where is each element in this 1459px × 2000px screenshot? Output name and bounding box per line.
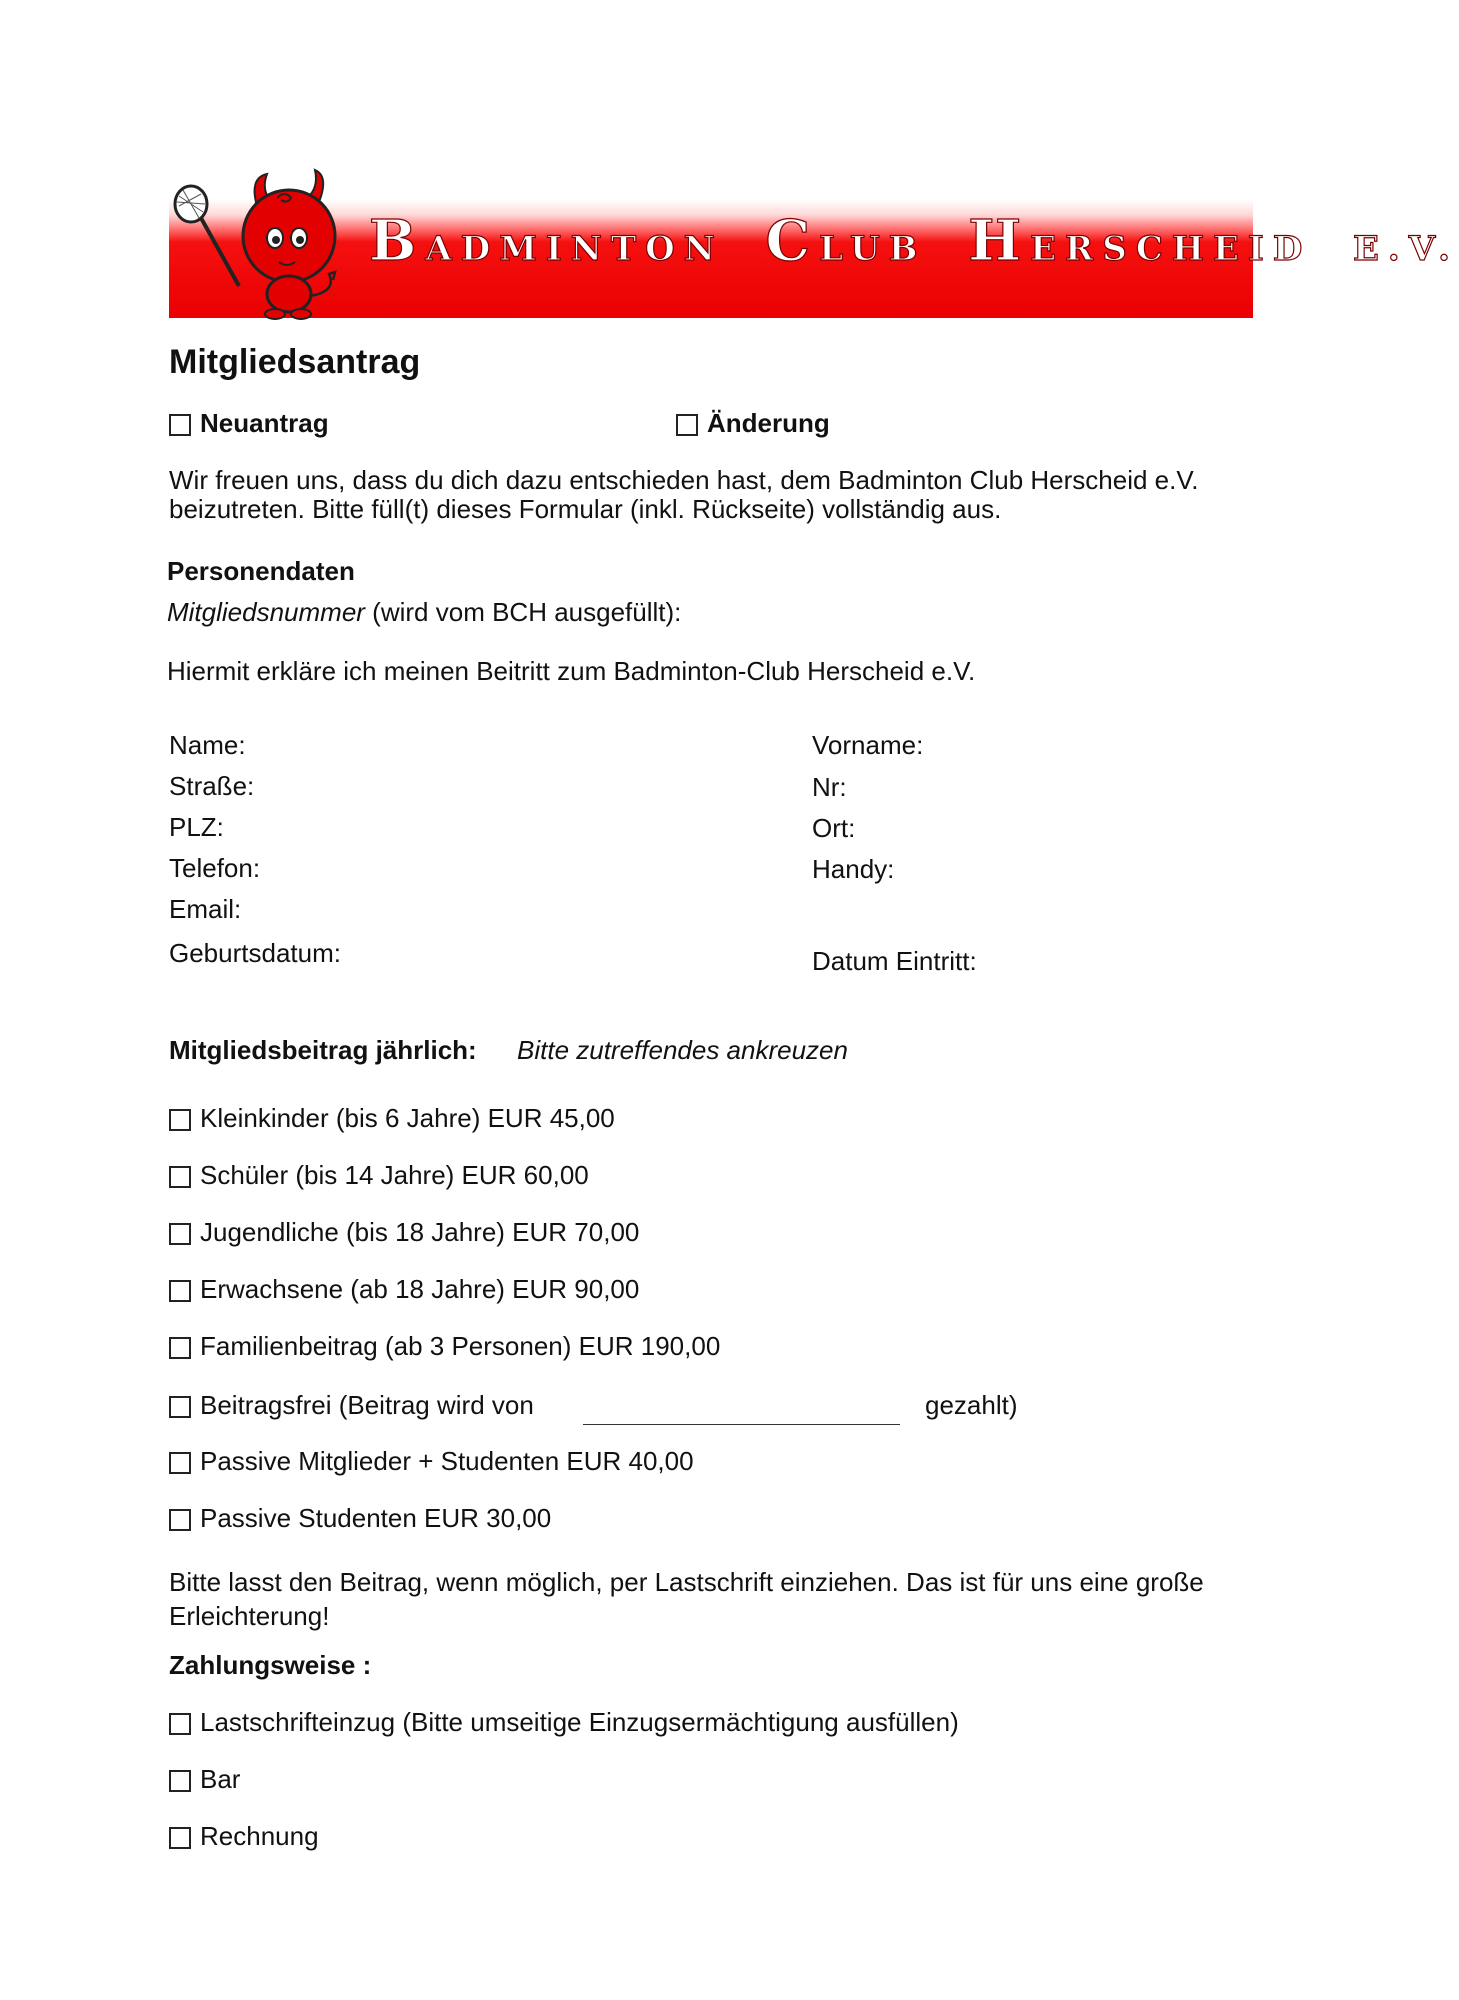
payment-checkbox[interactable] <box>169 1827 191 1849</box>
fee-checkbox[interactable] <box>169 1109 191 1131</box>
fee-checkbox[interactable] <box>169 1223 191 1245</box>
payment-option-label: Rechnung <box>200 1821 319 1851</box>
fee-checkbox[interactable] <box>169 1452 191 1474</box>
option-change-application[interactable] <box>676 408 830 439</box>
fee-checkbox[interactable] <box>169 1337 191 1359</box>
field-phone-label: Telefon: <box>169 853 261 883</box>
direct-debit-note-1: Bitte lasst den Beitrag, wenn möglich, per Lastschrift einziehen. Das ist für uns eine große <box>169 1567 1204 1597</box>
payment-heading: Zahlungsweise : <box>169 1650 372 1680</box>
club-name-wordmark: BADMINTON CLUB HERSCHEID E.V. <box>369 208 1459 274</box>
payment-option-label: Bar <box>200 1764 241 1794</box>
intro-text-2: beizutreten. Bitte füll(t) dieses Formular (inkl. Rückseite) vollständig aus. <box>169 494 1002 524</box>
payment-option-cash[interactable] <box>169 1764 240 1795</box>
member-number-label <box>167 597 681 628</box>
checkbox-change-application[interactable] <box>676 414 698 436</box>
fee-option-label: Beitragsfrei (Beitrag wird von <box>200 1390 534 1420</box>
fee-option-toddlers[interactable] <box>169 1103 615 1134</box>
field-zip-label: PLZ: <box>169 812 224 842</box>
personal-data-heading: Personendaten <box>167 556 355 586</box>
fee-option-pupils[interactable] <box>169 1160 589 1191</box>
payment-option-label: Lastschrifteinzug (Bitte umseitige Einzugsermächtigung ausfüllen) <box>200 1707 959 1737</box>
payment-option-direct-debit[interactable] <box>169 1707 959 1738</box>
payment-checkbox[interactable] <box>169 1770 191 1792</box>
form-title: Mitgliedsantrag <box>169 343 421 381</box>
fee-option-family[interactable] <box>169 1331 720 1362</box>
member-number-note: (wird vom BCH ausgefüllt): <box>364 597 682 627</box>
fee-checkbox[interactable] <box>169 1280 191 1302</box>
fee-option-label: Jugendliche (bis 18 Jahre) EUR 70,00 <box>200 1217 640 1247</box>
fee-option-label: Familienbeitrag (ab 3 Personen) EUR 190,00 <box>200 1331 721 1361</box>
fee-option-adults[interactable] <box>169 1274 639 1305</box>
fee-option-label: Kleinkinder (bis 6 Jahre) EUR 45,00 <box>200 1103 615 1133</box>
membership-declaration: Hiermit erkläre ich meinen Beitritt zum Badminton-Club Herscheid e.V. <box>167 656 976 686</box>
devil-mascot-logo <box>169 166 359 318</box>
fee-option-label: Schüler (bis 14 Jahre) EUR 60,00 <box>200 1160 589 1190</box>
field-birthdate-label: Geburtsdatum: <box>169 938 341 968</box>
fee-checkbox[interactable] <box>169 1166 191 1188</box>
fee-free-suffix: gezahlt) <box>925 1390 1018 1420</box>
intro-text-1: Wir freuen uns, dass du dich dazu entschieden hast, dem Badminton Club Herscheid e.V. <box>169 465 1199 495</box>
option-new-application[interactable] <box>169 408 329 439</box>
payment-checkbox[interactable] <box>169 1713 191 1735</box>
fee-payer-input-line[interactable] <box>583 1424 900 1425</box>
option-new-label: Neuantrag <box>200 408 329 438</box>
fee-option-free[interactable] <box>169 1390 534 1421</box>
field-street-label: Straße: <box>169 771 255 801</box>
field-mobile-label: Handy: <box>812 854 895 884</box>
field-entry-date-label: Datum Eintritt: <box>812 946 977 976</box>
payment-option-invoice[interactable] <box>169 1821 319 1852</box>
field-email-label: Email: <box>169 894 242 924</box>
field-name-label: Name: <box>169 730 246 760</box>
fee-option-youth[interactable] <box>169 1217 639 1248</box>
fee-option-label: Passive Mitglieder + Studenten EUR 40,00 <box>200 1446 694 1476</box>
fees-heading: Mitgliedsbeitrag jährlich: <box>169 1035 477 1065</box>
direct-debit-note-2: Erleichterung! <box>169 1601 330 1631</box>
option-change-label: Änderung <box>707 408 830 438</box>
fees-hint: Bitte zutreffendes ankreuzen <box>517 1035 848 1065</box>
club-banner <box>169 166 1459 318</box>
fee-checkbox[interactable] <box>169 1509 191 1531</box>
field-city-label: Ort: <box>812 813 856 843</box>
checkbox-new-application[interactable] <box>169 414 191 436</box>
field-firstname-label: Vorname: <box>812 730 924 760</box>
field-number-label: Nr: <box>812 772 847 802</box>
fee-option-passive-only-students[interactable] <box>169 1503 551 1534</box>
fee-option-label: Passive Studenten EUR 30,00 <box>200 1503 552 1533</box>
fee-checkbox[interactable] <box>169 1396 191 1418</box>
fee-option-label: Erwachsene (ab 18 Jahre) EUR 90,00 <box>200 1274 640 1304</box>
fee-option-passive-students[interactable] <box>169 1446 694 1477</box>
member-number-term: Mitgliedsnummer <box>167 597 365 627</box>
